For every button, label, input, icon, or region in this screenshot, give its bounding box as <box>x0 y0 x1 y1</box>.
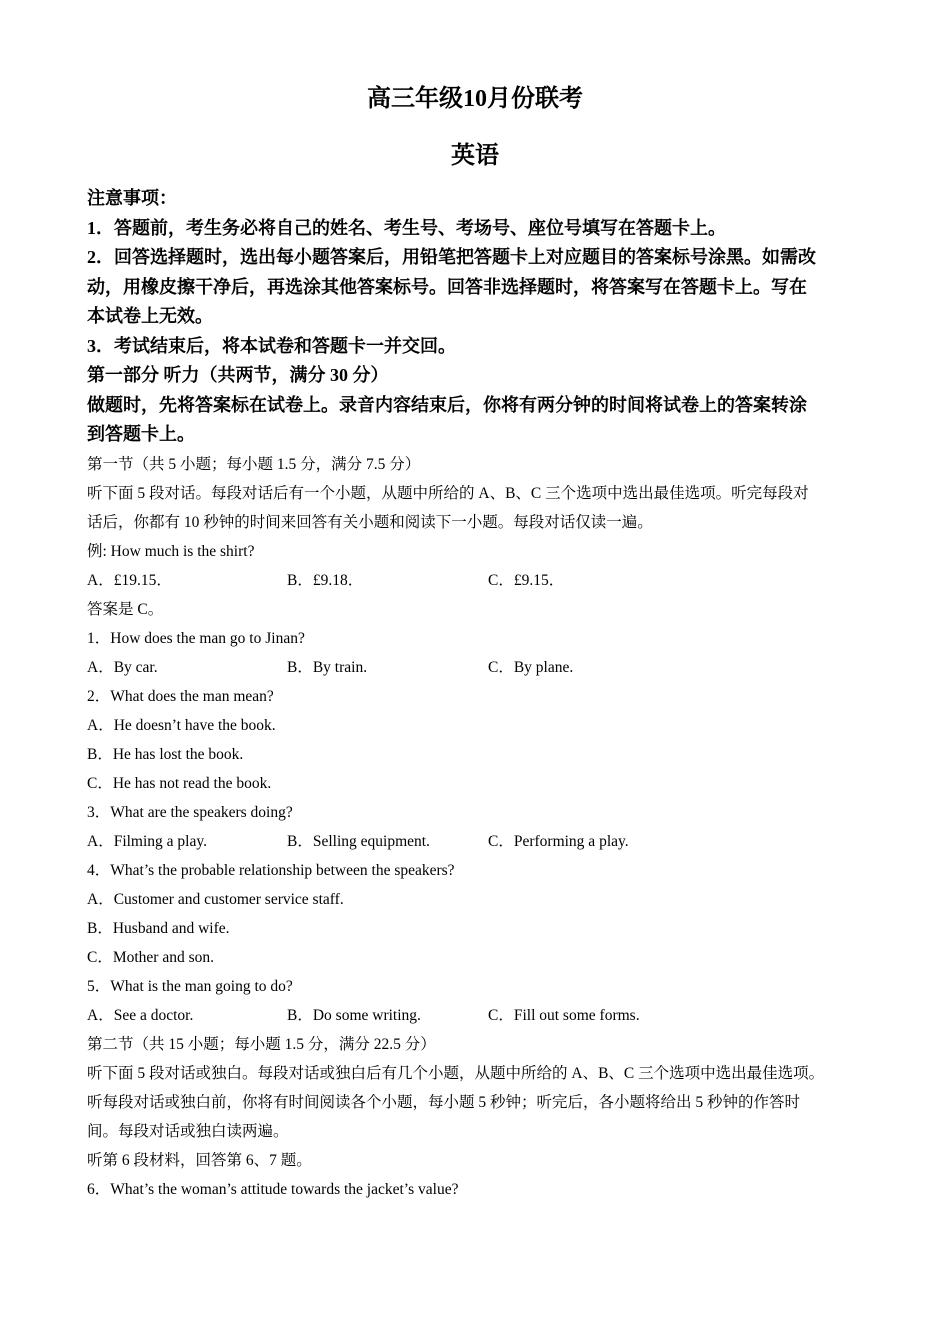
question-3-option-b: B．Selling equipment. <box>287 832 430 850</box>
example-option-c: C．£9.15． <box>488 571 565 589</box>
example-option-a: A．£19.15． <box>87 571 172 589</box>
question-3-options <box>87 827 887 856</box>
section1-instruction-line-2: 话后，你都有 10 秒钟的时间来回答有关小题和阅读下一小题。每段对话仅读一遍。 <box>87 513 653 531</box>
question-4-stem: 4．What’s the probable relationship between the speakers? <box>87 861 455 879</box>
part1-heading: 第一部分 听力（共两节，满分 30 分） <box>87 365 389 385</box>
question-4-option-c: C．Mother and son. <box>87 948 215 966</box>
material-6-heading: 听第 6 段材料，回答第 6、7 题。 <box>87 1151 312 1169</box>
question-3-option-a: A．Filming a play. <box>87 832 207 850</box>
question-3-stem: 3．What are the speakers doing? <box>87 803 293 821</box>
section1-instruction-line-1: 听下面 5 段对话。每段对话后有一个小题，从题中所给的 A、B、C 三个选项中选出最佳选项。听完每段对 <box>87 484 809 502</box>
question-1-option-a: A．By car. <box>87 658 158 676</box>
question-5-option-b: B．Do some writing. <box>287 1006 421 1024</box>
subject-title: 英语 <box>451 143 499 169</box>
section2-instruction-line-2: 听每段对话或独白前，你将有时间阅读各个小题，每小题 5 秒钟；听完后，各小题将给出 5 秒钟的作答时 <box>87 1093 801 1111</box>
notice-item-2-line-1: 2．回答选择题时，选出每小题答案后，用铅笔把答题卡上对应题目的答案标号涂黑。如需改 <box>87 247 816 267</box>
example-answer: 答案是 C。 <box>87 600 164 618</box>
notice-heading: 注意事项： <box>87 188 177 208</box>
notice-item-3: 3．考试结束后，将本试卷和答题卡一并交回。 <box>87 335 456 356</box>
example-option-b: B．£9.18． <box>287 571 364 589</box>
question-5-option-c: C．Fill out some forms. <box>488 1006 640 1024</box>
question-1-option-c: C．By plane. <box>488 658 574 676</box>
question-1-option-b: B．By train. <box>287 658 368 676</box>
question-2-stem: 2．What does the man mean? <box>87 687 274 705</box>
notice-item-2-line-2: 动，用橡皮擦干净后，再选涂其他答案标号。回答非选择题时，将答案写在答题卡上。写在 <box>87 276 807 297</box>
question-2-option-b: B．He has lost the book. <box>87 745 244 763</box>
question-1-options <box>87 653 887 682</box>
part1-instruction-line-2: 到答题卡上。 <box>87 424 195 444</box>
question-4-option-b: B．Husband and wife. <box>87 919 230 937</box>
example-options <box>87 566 887 595</box>
question-5-options <box>87 1001 887 1030</box>
notice-item-1: 1．答题前，考生务必将自己的姓名、考生号、考场号、座位号填写在答题卡上。 <box>87 217 726 238</box>
question-2-option-c: C．He has not read the book. <box>87 774 272 792</box>
question-2-option-a: A．He doesn’t have the book. <box>87 716 276 734</box>
question-5-option-a: A．See a doctor. <box>87 1006 194 1024</box>
section1-heading: 第一节（共 5 小题；每小题 1.5 分，满分 7.5 分） <box>87 455 421 473</box>
question-3-option-c: C．Performing a play. <box>488 832 629 850</box>
question-5-stem: 5．What is the man going to do? <box>87 977 293 995</box>
question-6-stem: 6．What’s the woman’s attitude towards the jacket’s value? <box>87 1180 459 1198</box>
exam-content <box>87 184 887 1204</box>
question-1-stem: 1．How does the man go to Jinan? <box>87 629 305 647</box>
section2-instruction-line-1: 听下面 5 段对话或独白。每段对话或独白后有几个小题，从题中所给的 A、B、C 三个选项中选出最佳选项。 <box>87 1064 825 1082</box>
exam-title: 高三年级10月份联考 <box>367 86 583 112</box>
question-4-option-a: A．Customer and customer service staff. <box>87 890 344 908</box>
example-question: 例: How much is the shirt? <box>87 542 255 560</box>
section2-instruction-line-3: 间。每段对话或独白读两遍。 <box>87 1122 289 1140</box>
section2-heading: 第二节（共 15 小题；每小题 1.5 分，满分 22.5 分） <box>87 1035 436 1053</box>
part1-instruction-line-1: 做题时，先将答案标在试卷上。录音内容结束后，你将有两分钟的时间将试卷上的答案转涂 <box>87 394 807 415</box>
notice-item-2-line-3: 本试卷上无效。 <box>87 306 213 326</box>
